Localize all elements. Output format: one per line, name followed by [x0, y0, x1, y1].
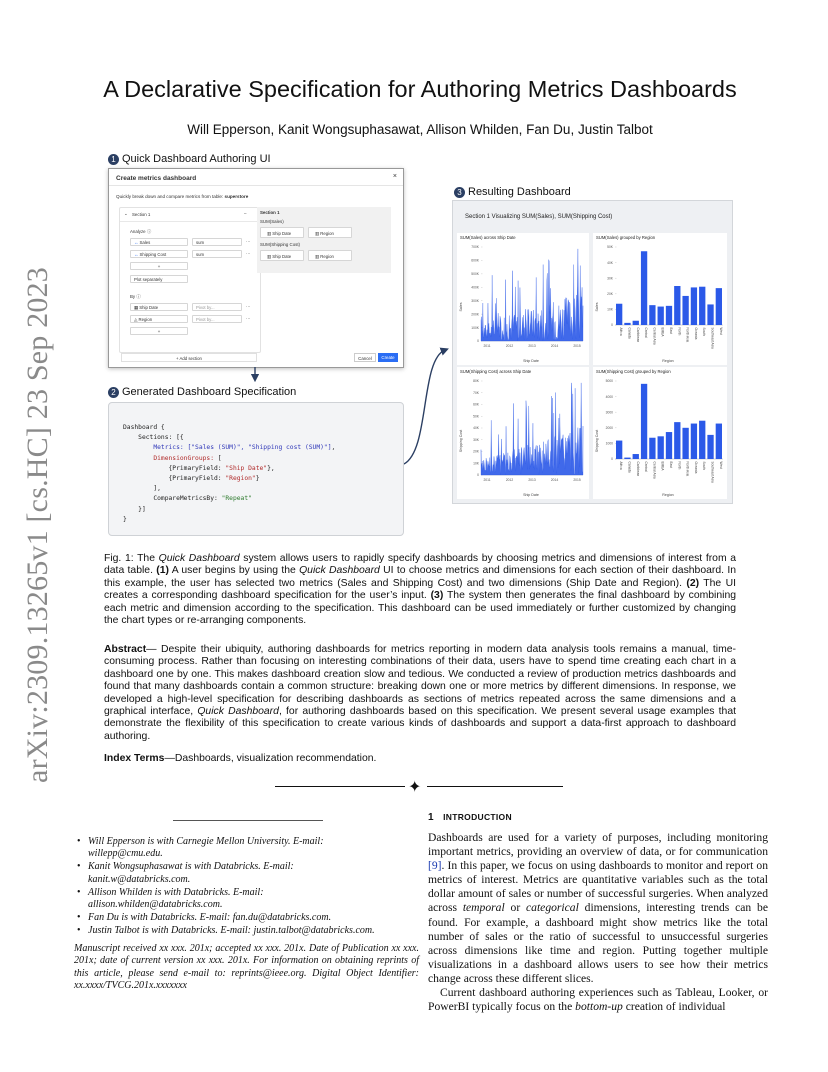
section-divider	[120, 221, 260, 222]
bar	[649, 438, 655, 459]
code-line: }]	[123, 505, 146, 513]
section-editor	[119, 207, 261, 353]
metric2-select[interactable]	[130, 250, 188, 258]
caption-label: Fig. 1:	[104, 553, 138, 564]
bar	[633, 321, 639, 325]
x-tick-label: Central	[644, 327, 649, 338]
bar	[674, 286, 680, 325]
bar	[641, 251, 647, 325]
y-tick-label: 1000	[605, 441, 613, 446]
caption-text: UI to choose metrics and dimensions for each section of their dashboard. In this example, the user has selected two metrics (Sales and Shipping Cost) and two dimensions (Ship Date and Region).	[104, 565, 736, 589]
intro-emphasis: bottom-up	[575, 1000, 623, 1014]
y-tick-label: 10K	[607, 307, 613, 312]
dim2-more-icon[interactable]: ···	[246, 316, 251, 321]
section-number: 1	[428, 812, 434, 823]
paper-title: A Declarative Specification for Authoring Metrics Dashboards	[103, 76, 737, 102]
footnote-item	[74, 887, 414, 911]
code-punct: ,	[331, 444, 336, 452]
bar	[633, 454, 639, 459]
abstract-label: Abstract	[104, 644, 147, 655]
bar	[707, 435, 713, 459]
chart-icon: ▥	[267, 231, 273, 236]
y-tick-label: 5000	[605, 379, 613, 384]
y-tick-label: 80K	[473, 379, 479, 384]
bar	[682, 296, 688, 325]
dashboard-title: Section 1 Visualizing SUM(Sales), SUM(Shipping Cost)	[465, 214, 613, 220]
y-tick-label: 30K	[607, 276, 613, 281]
y-tick-label: 10K	[473, 461, 479, 466]
bar	[716, 424, 722, 459]
bar	[624, 323, 630, 325]
code-key: {PrimaryField:	[123, 475, 226, 483]
code-punct: [	[217, 454, 222, 462]
x-tick-label: 2014	[550, 344, 559, 348]
by-label: By ⓘ	[130, 294, 141, 299]
intro-emphasis: categorical	[526, 901, 579, 915]
x-tick-label: Southeast Asia	[710, 461, 715, 483]
metric1-agg-select[interactable]: sum	[192, 238, 242, 246]
code-punct: },	[267, 464, 275, 472]
paper-authors: Will Epperson, Kanit Wongsuphasawat, Allison Whilden, Fan Du, Justin Talbot	[187, 122, 653, 137]
arxiv-stamp	[0, 0, 70, 1072]
y-tick-label: 400K	[471, 285, 479, 290]
bar	[707, 304, 713, 325]
x-axis-title: Region	[662, 359, 674, 363]
x-tick-label: 2011	[483, 478, 491, 482]
line-chart-sales-date	[457, 233, 589, 365]
section-label: Section 1	[132, 212, 151, 217]
x-tick-label: Caribbean	[635, 461, 640, 477]
footnote-email: willepp@cmu.edu.	[88, 848, 163, 860]
add-metric-button[interactable]: +	[130, 262, 188, 270]
footnote-item	[74, 836, 414, 860]
bar	[691, 424, 697, 459]
analyze-label: Analyze ⓘ	[130, 229, 152, 234]
y-tick-label: 500K	[471, 272, 479, 277]
modal-subtitle-text: Quickly break down and compare metrics from table:	[116, 194, 225, 199]
footnote-text: Will Epperson is with Carnegie Mellon University. E-mail:	[88, 836, 324, 847]
caption-text: The UI creates a corresponding dashboard specification for the user’s input.	[104, 577, 736, 602]
x-tick-label: 2012	[505, 344, 514, 348]
footnote-item	[74, 912, 414, 924]
preview-title: Section 1	[260, 210, 280, 215]
chip-text: Ship Date	[272, 231, 292, 236]
x-tick-label: 2013	[528, 344, 536, 348]
code-line: Sections: [{	[123, 434, 184, 442]
y-tick-label: 0	[477, 339, 479, 344]
code-value: "Ship Date"	[225, 464, 268, 472]
intro-text: Current dashboard authoring experiences such as Tableau, Looker, or PowerBI typically focus on the	[428, 986, 768, 1014]
y-tick-label: 0	[611, 323, 613, 328]
metric1-select[interactable]	[130, 238, 188, 246]
x-tick-label: North Asia	[685, 461, 690, 477]
divider-right	[427, 786, 563, 787]
x-tick-label: 2015	[573, 344, 581, 348]
chart-panel-sales-region	[593, 233, 727, 365]
index-terms	[104, 753, 736, 764]
cancel-button[interactable]: Cancel	[354, 353, 376, 362]
x-tick-label: EMEA	[660, 461, 665, 471]
bar	[699, 421, 705, 459]
y-tick-label: 50K	[607, 245, 613, 250]
close-icon[interactable]: ×	[392, 173, 397, 180]
metric1-value: Sales	[139, 240, 151, 245]
chart-panel-shipcost-date	[457, 367, 589, 499]
preview-chip-ship-date	[260, 250, 304, 261]
line-chart-shipcost-date	[457, 367, 589, 499]
caption-system-name: Quick Dashboard	[158, 553, 240, 564]
x-tick-label: Central	[644, 461, 649, 472]
create-button[interactable]: Create	[378, 353, 398, 362]
divider-star-icon: ✦	[408, 777, 422, 796]
bar	[616, 304, 622, 325]
manuscript-note: Manuscript received xx xxx. 201x; accepted xx xxx. 201x. Date of Publication xx xxx. 201x; date of current version xx xxx. 201x. For information on obtaining reprints of this article, please send e-mail to: reprints@ieee.org. Digital Object Identifier: xx.xxxx/TVCG.201x.xxxxxxx	[74, 943, 419, 991]
resulting-dashboard	[452, 200, 733, 504]
chart-icon: ▥	[267, 254, 273, 259]
dim1-value: Ship Date	[139, 305, 159, 310]
bar	[616, 441, 622, 459]
metric2-agg-select[interactable]: sum	[192, 250, 242, 258]
metric2-more-icon[interactable]: ···	[246, 251, 251, 256]
caption-text: The	[137, 553, 159, 564]
bar	[682, 428, 688, 459]
x-tick-label: North Asia	[685, 327, 690, 343]
dim1-more-icon[interactable]: ···	[246, 304, 251, 309]
y-axis-title: Shipping Cost	[459, 429, 463, 453]
y-tick-label: 40K	[473, 426, 479, 431]
x-tick-label: East	[669, 327, 673, 334]
step1-badge: 1	[108, 154, 119, 165]
y-axis-title: Sales	[459, 302, 463, 312]
code-value: "Repeat"	[221, 495, 252, 503]
chart-panel-sales-date	[457, 233, 589, 365]
code-line: }	[123, 515, 127, 523]
intro-text: creation of individual	[622, 1000, 726, 1014]
chip-text: Region	[320, 231, 334, 236]
caption-step: (3)	[430, 590, 444, 602]
bar	[658, 307, 664, 325]
divider-left	[275, 786, 405, 787]
abstract-text: , for authoring dashboards based on this specification. We present several usage examples that demonstrate the flexibility of this specification to create various kinds of dashboards and support a data-first approach to dashboard authoring.	[104, 706, 737, 742]
x-tick-label: Central Asia	[652, 461, 657, 479]
x-tick-label: West	[718, 327, 723, 335]
y-tick-label: 4000	[605, 394, 613, 399]
plot-mode-select[interactable]: Plot separately	[130, 275, 188, 283]
footnote-text: Kanit Wongsuphasawat is with Databricks. E-mail:	[88, 861, 294, 873]
x-tick-label: Central Asia	[652, 327, 657, 345]
x-tick-label: Africa	[619, 327, 624, 336]
panel-title: SUM(Shipping Cost) grouped by Region	[596, 369, 671, 374]
arxiv-stamp-text: arXiv:2309.13265v1 [cs.HC] 23 Sep 2023	[21, 267, 54, 783]
citation-link[interactable]: [9]	[428, 859, 442, 873]
arrow-curve-icon	[404, 350, 445, 464]
index-terms-text: —Dashboards, visualization recommendation.	[164, 753, 377, 764]
spec-code-block	[123, 423, 335, 525]
preview-metric2: SUM(Shipping Cost)	[260, 242, 301, 247]
footnote-email: kanit.w@databricks.com.	[88, 873, 191, 885]
footnote-text: Justin Talbot is with Databricks. E-mail: justin.talbot@databricks.com.	[88, 925, 375, 937]
intro-body	[428, 831, 768, 1014]
step3-text: Resulting Dashboard	[468, 186, 571, 198]
bar	[666, 432, 672, 459]
section-preview	[257, 207, 391, 273]
bar	[691, 287, 697, 325]
y-tick-label: 600K	[471, 258, 479, 263]
intro-text: Dashboards are used for a variety of purposes, including monitoring important metrics, providing an overview of data, or for communication	[428, 831, 768, 859]
series-area	[481, 383, 583, 475]
bar-chart-sales-region	[593, 233, 727, 365]
quick-dashboard-modal	[108, 168, 404, 368]
modal-subtitle	[116, 194, 248, 199]
y-tick-label: 20K	[607, 292, 613, 296]
measure-icon: ↔	[134, 240, 140, 245]
footnote-text: Fan Du is with Databricks. E-mail: fan.du@databricks.com.	[88, 912, 332, 924]
panel-title: SUM(Sales) grouped by Region	[596, 235, 656, 240]
bar	[666, 306, 672, 325]
y-tick-label: 60K	[473, 402, 479, 407]
abstract-text: — Despite their ubiquity, authoring dashboards for metrics reporting in modern data analysis tools remains a manual, time-consuming process. Rather than focusing on interesting combinations of their data, users have to spend time creating each chart in a dashboard one by one. This makes dashboard creation slow and tedious. We conducted a review of production metrics dashboards and found that many dashboards contain a common structure: breaking down one or more metrics by different dimensions. In response, we developed a high-level specification for describing dashboards as sections of metrics repeated across the same dimensions and a graphical interface,	[104, 644, 736, 718]
footnote-rule	[173, 820, 323, 821]
x-tick-label: Oceania	[693, 327, 698, 340]
code-value: ["Sales (SUM)", "Shipping cost (SUM)"]	[187, 444, 332, 452]
step2-badge: 2	[108, 387, 119, 398]
y-tick-label: 200K	[471, 312, 479, 317]
index-terms-label: Index Terms	[104, 753, 165, 764]
x-tick-label: EMEA	[660, 327, 665, 337]
intro-paragraph	[428, 831, 768, 986]
chart-icon: ▥	[315, 254, 321, 259]
bar-chart-shipcost-region	[593, 367, 727, 499]
step2-label	[108, 386, 296, 398]
metric2-value: Shipping Cost	[139, 252, 167, 257]
bar	[649, 305, 655, 325]
y-tick-label: 20K	[473, 449, 479, 454]
metric1-more-icon[interactable]: ···	[246, 239, 251, 244]
figure-caption	[104, 553, 736, 627]
y-tick-label: 3000	[605, 410, 613, 415]
code-key: Metrics:	[123, 444, 188, 452]
bar	[641, 384, 647, 459]
intro-text: . In this paper, we focus on using dashboards to monitor and report on metrics of interest. Metrics are quantitative variables such as the total dollar amount of sales or number of successful surgeries. When analyzed across	[428, 859, 768, 915]
panel-title: SUM(Shipping Cost) across Ship Date	[460, 369, 532, 374]
add-dimension-button[interactable]: +	[130, 327, 188, 335]
dashboard-spec-code	[108, 402, 404, 536]
code-punct: }	[255, 475, 260, 483]
y-tick-label: 300K	[471, 298, 479, 303]
section-heading	[428, 812, 512, 823]
dim2-select[interactable]	[130, 315, 188, 323]
panel-title: SUM(Sales) across Ship Date	[460, 235, 516, 240]
x-tick-label: Oceania	[693, 461, 698, 474]
x-tick-label: Southeast Asia	[710, 327, 715, 349]
x-tick-label: 2012	[505, 478, 514, 482]
abstract-system-name: Quick Dashboard	[197, 706, 279, 718]
chart-panel-shipcost-region	[593, 367, 727, 499]
abstract	[104, 644, 736, 743]
step2-text: Generated Dashboard Specification	[122, 386, 297, 398]
caption-text: The system then generates the final dashboard by combining each metric and dimension according to the specification. This dashboard can be used immediately or further customized by changing the chart types or re-arranging components.	[104, 590, 736, 627]
bar	[658, 436, 664, 459]
footnote-item	[74, 925, 414, 937]
intro-paragraph	[428, 986, 768, 1014]
measure-icon: ↔	[134, 252, 140, 257]
bar	[674, 422, 680, 459]
x-tick-label: North	[677, 461, 682, 470]
x-tick-label: 2014	[550, 478, 559, 482]
y-axis-title: Shipping Cost	[595, 429, 599, 453]
preview-chip-ship-date	[260, 227, 304, 238]
author-footnotes	[74, 836, 414, 939]
caption-step: (2)	[686, 577, 700, 589]
x-tick-label: Canada	[627, 461, 632, 473]
chart-icon: ▥	[315, 231, 321, 236]
y-tick-label: 0	[611, 457, 613, 462]
x-tick-label: 2015	[573, 478, 581, 482]
modal-divider	[109, 185, 403, 186]
preview-metric1: SUM(Sales)	[260, 219, 284, 224]
caption-text: A user begins by using the	[168, 565, 300, 577]
y-tick-label: 100K	[471, 325, 479, 330]
footnote-text: Allison Whilden is with Databricks. E-mail:	[88, 886, 264, 898]
y-tick-label: 50K	[473, 414, 479, 419]
modal-subtitle-table: superstore	[224, 194, 249, 199]
x-axis-title: Region	[662, 493, 674, 497]
code-key: {PrimaryField:	[123, 464, 226, 472]
x-axis-title: Ship Date	[523, 359, 539, 363]
y-tick-label: 70K	[473, 390, 479, 395]
x-tick-label: South	[702, 327, 707, 336]
intro-text: dimensions, interesting trends can be found. For example, a dashboard might show metrics like the total number of sales or the ratio of successful to unsuccessful surgeries across dimensions like time and region. Putting together multiple visualizations in a dashboard allows users to see how their metrics change across these different slices.	[428, 901, 768, 985]
chip-text: Region	[320, 254, 334, 259]
step1-text: Quick Dashboard Authoring UI	[122, 153, 271, 165]
add-section-button[interactable]: + Add section	[121, 353, 257, 362]
y-tick-label: 40K	[607, 260, 613, 265]
x-axis-title: Ship Date	[523, 493, 539, 497]
modal-title: Create metrics dashboard	[116, 175, 197, 182]
code-value: "Region"	[225, 475, 256, 483]
series-area	[481, 249, 583, 341]
bar	[716, 288, 722, 325]
intro-emphasis: temporal	[462, 901, 505, 915]
caption-step: (1)	[156, 565, 169, 577]
dim2-pivot-select[interactable]: Pivot by...	[192, 315, 242, 323]
x-tick-label: Africa	[619, 461, 624, 470]
preview-chip-region	[308, 227, 352, 238]
calendar-icon: ▦	[134, 305, 140, 310]
footnote-item	[74, 861, 414, 885]
collapse-icon[interactable]: –	[244, 211, 247, 216]
chip-text: Ship Date	[272, 254, 292, 259]
intro-text: or	[504, 901, 527, 915]
step1-label	[108, 153, 271, 165]
category-icon: ◬	[134, 317, 139, 322]
chevron-down-icon[interactable]: ⌄	[124, 211, 128, 216]
x-tick-label: North	[677, 327, 682, 336]
x-tick-label: South	[702, 461, 707, 470]
bar	[699, 287, 705, 325]
x-tick-label: East	[669, 461, 673, 468]
x-tick-label: 2013	[528, 478, 536, 482]
x-tick-label: 2011	[483, 344, 491, 348]
y-tick-label: 30K	[473, 437, 479, 442]
x-tick-label: Canada	[627, 327, 632, 339]
y-axis-title: Sales	[595, 302, 599, 312]
step3-label	[454, 186, 571, 198]
y-tick-label: 700K	[471, 245, 479, 250]
step3-badge: 3	[454, 187, 465, 198]
caption-text: system allows users to rapidly specify dashboards by choosing metrics and dimensions of interest from a data table.	[104, 553, 737, 577]
footnote-email: allison.whilden@databricks.com.	[88, 899, 223, 911]
dim1-select[interactable]	[130, 303, 188, 311]
dim2-value: Region	[138, 317, 153, 322]
preview-chip-region	[308, 250, 352, 261]
code-line: Dashboard {	[123, 424, 165, 431]
section-title: INTRODUCTION	[443, 812, 512, 822]
y-tick-label: 0	[477, 473, 479, 478]
x-tick-label: Caribbean	[635, 327, 640, 343]
caption-system-name: Quick Dashboard	[299, 565, 380, 577]
code-key: CompareMetricsBy:	[123, 495, 222, 503]
dim1-pivot-select[interactable]: Pivot by...	[192, 303, 242, 311]
bar	[624, 458, 630, 459]
code-line: ],	[123, 485, 161, 493]
x-tick-label: West	[718, 461, 723, 469]
y-tick-label: 2000	[605, 426, 613, 430]
code-key: DimensionGroups:	[123, 454, 218, 462]
